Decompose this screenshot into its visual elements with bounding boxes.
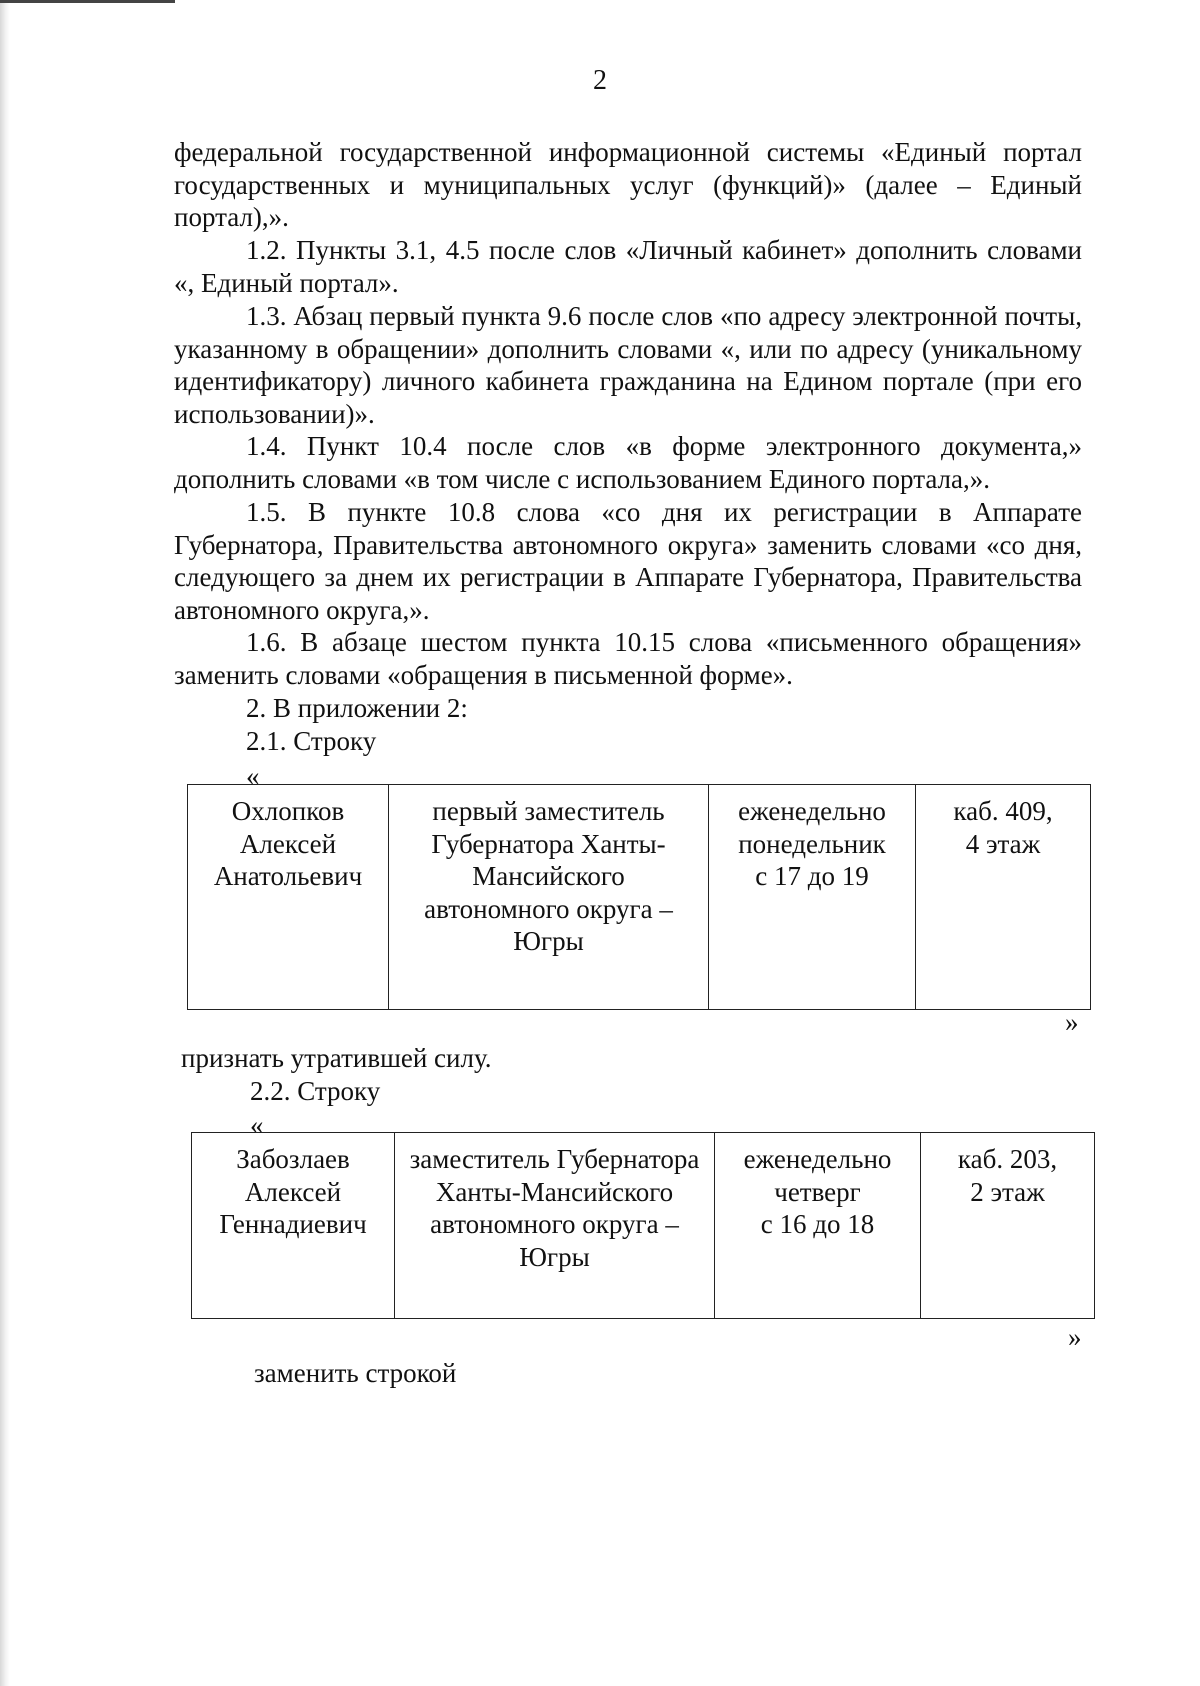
item-2-1-heading: 2.1. Строку [246, 726, 377, 756]
table-1-cell-name: Охлопков Алексей Анатольевич [188, 785, 389, 1010]
table-1-cell-schedule: еженедельно понедельник с 17 до 19 [709, 785, 916, 1010]
replace-with-text: заменить строкой [254, 1358, 457, 1388]
table-1-cell-room: каб. 409, 4 этаж [916, 785, 1091, 1010]
recognize-invalid-text: признать утратившей силу. [181, 1043, 492, 1073]
appendix-heading: 2. В приложении 2: [246, 693, 468, 723]
table-2-cell-schedule: еженедельно четверг с 16 до 18 [715, 1133, 921, 1319]
close-quote-2: » [1068, 1322, 1082, 1352]
top-rule [0, 0, 175, 3]
table-row-okhlopkov [187, 784, 1091, 1010]
table-row-zabozlaev [191, 1132, 1095, 1319]
open-quote-2: « [250, 1110, 264, 1140]
page-number: 2 [593, 65, 607, 96]
table-2-cell-position: заместитель Губернатора Ханты-Мансийского автономного округа – Югры [395, 1133, 715, 1319]
paragraph-1-4: 1.4. Пункт 10.4 после слов «в форме электронного документа,» дополнить словами «в том числе с использованием Единого портала,». [174, 431, 1082, 494]
paragraph-1-2: 1.2. Пункты 3.1, 4.5 после слов «Личный кабинет» дополнить словами «, Единый портал». [174, 235, 1082, 298]
table-1-cell-position: первый заместитель Губернатора Ханты- Мансийского автономного округа – Югры [389, 785, 709, 1010]
close-quote-1: » [1065, 1007, 1079, 1037]
scan-edge-shadow [0, 0, 10, 1686]
paragraph-1-3: 1.3. Абзац первый пункта 9.6 после слов «по адресу электронной почты, указанному в обращении» дополнить словами «, или по адресу (уникальному идентификатору) личного кабинета гражданина на Едином портале (при его использовании)». [174, 301, 1082, 429]
table-2-cell-room: каб. 203, 2 этаж [921, 1133, 1095, 1319]
paragraph-portal-definition: федеральной государственной информационной системы «Единый портал государственных и муниципальных услуг (функций)» (далее – Единый портал),». [174, 137, 1082, 232]
open-quote-1: « [246, 761, 260, 791]
paragraph-1-6: 1.6. В абзаце шестом пункта 10.15 слова «письменного обращения» заменить словами «обращения в письменной форме». [174, 627, 1082, 690]
item-2-2-heading: 2.2. Строку [250, 1076, 381, 1106]
table-2-cell-name: Забозлаев Алексей Геннадиевич [192, 1133, 395, 1319]
paragraph-1-5: 1.5. В пункте 10.8 слова «со дня их регистрации в Аппарате Губернатора, Правительства автономного округа» заменить словами «со дня, следующего за днем их регистрации в Аппарате Губернатора, Правительства автономного округа,». [174, 497, 1082, 625]
